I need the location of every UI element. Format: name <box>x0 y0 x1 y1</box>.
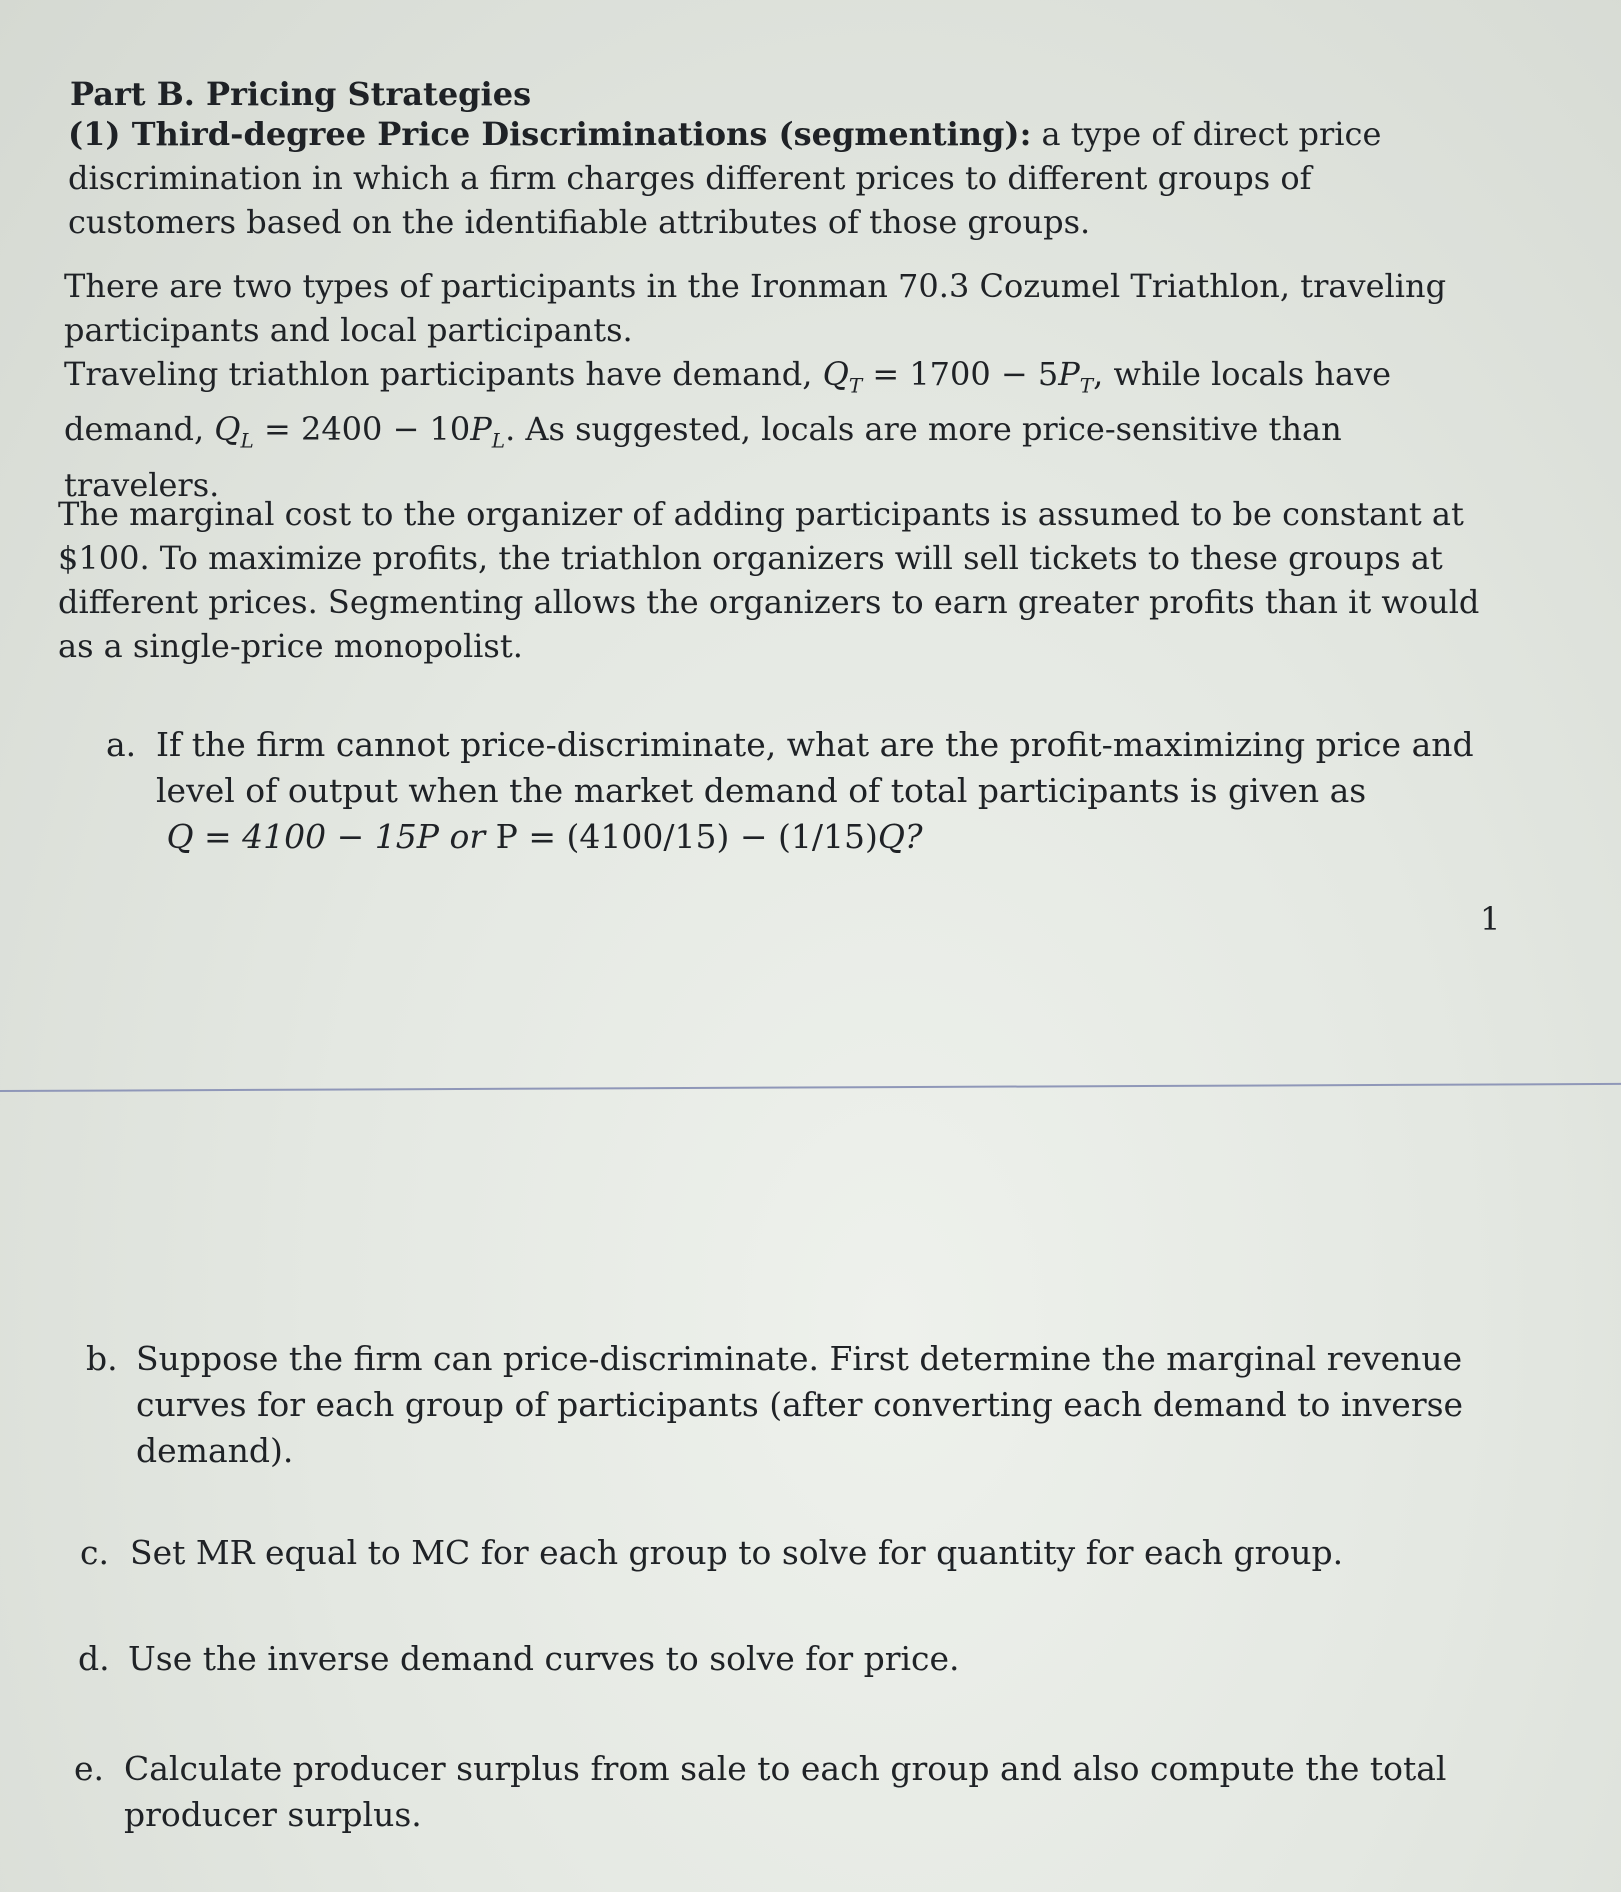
traveling-prefix: Traveling triathlon participants have demand, <box>64 355 813 393</box>
inverse-demand-equation: P = (4100/15) − (1/15) <box>495 817 878 856</box>
local-demand-equation: $Q_L = 2400 - 10P_L$ <box>214 410 506 453</box>
page-number: 1 <box>1480 900 1501 938</box>
traveling-demand-equation: $Q_T = 1700 - 5P_T$ <box>822 355 1094 398</box>
market-demand-equation: Q = 4100 − 15P <box>166 817 439 856</box>
question-a <box>106 722 1496 860</box>
local-suffix: . As suggested, locals are more price-sensitive than travelers. <box>64 410 1342 504</box>
question-letter: c. <box>80 1533 109 1572</box>
question-letter: e. <box>74 1749 105 1788</box>
section-label: (1) Third-degree Price Discriminations (segmenting): <box>68 115 1032 153</box>
question-letter: b. <box>86 1339 118 1378</box>
question-b <box>86 1336 1476 1474</box>
participants-intro: There are two types of participants in the Ironman 70.3 Cozumel Triathlon, traveling participants and local participants. <box>64 267 1447 349</box>
question-text: Set MR equal to MC for each group to solve for quantity for each group. <box>130 1533 1344 1572</box>
question-e <box>74 1746 1464 1838</box>
page-divider <box>0 1083 1621 1092</box>
question-text: Calculate producer surplus from sale to each group and also compute the total producer surplus. <box>124 1749 1447 1834</box>
question-text: Use the inverse demand curves to solve for price. <box>128 1639 960 1678</box>
demand-paragraph <box>64 264 1494 507</box>
question-text: Suppose the firm can price-discriminate. First determine the marginal revenue curves for each group of participants (after converting each demand to inverse demand). <box>136 1339 1464 1470</box>
part-heading: Part B. Pricing Strategies <box>70 75 532 113</box>
question-c <box>80 1530 1470 1576</box>
question-text: If the firm cannot price-discriminate, what are the profit-maximizing price and level of output when the market demand of total participants is given as Q = 4100 − 15P or P = (4100/15) − (1/15)Q? <box>156 725 1474 856</box>
section-intro <box>68 112 1488 244</box>
traveling-suffix: , while locals have demand, <box>64 355 1392 449</box>
question-letter: a. <box>106 725 137 764</box>
marginal-cost-paragraph: The marginal cost to the organizer of adding participants is assumed to be constant at $100. To maximize profits, the triathlon organizers will sell tickets to these groups at different prices. Segmenting allows the organizers to earn greater profits than it would as a single-price monopolist. <box>58 495 1480 665</box>
section-definition: a type of direct price discrimination in which a firm charges different prices to different groups of customers based on the identifiable attributes of those groups. <box>68 115 1382 241</box>
question-letter: d. <box>78 1639 110 1678</box>
question-d <box>78 1636 1468 1682</box>
